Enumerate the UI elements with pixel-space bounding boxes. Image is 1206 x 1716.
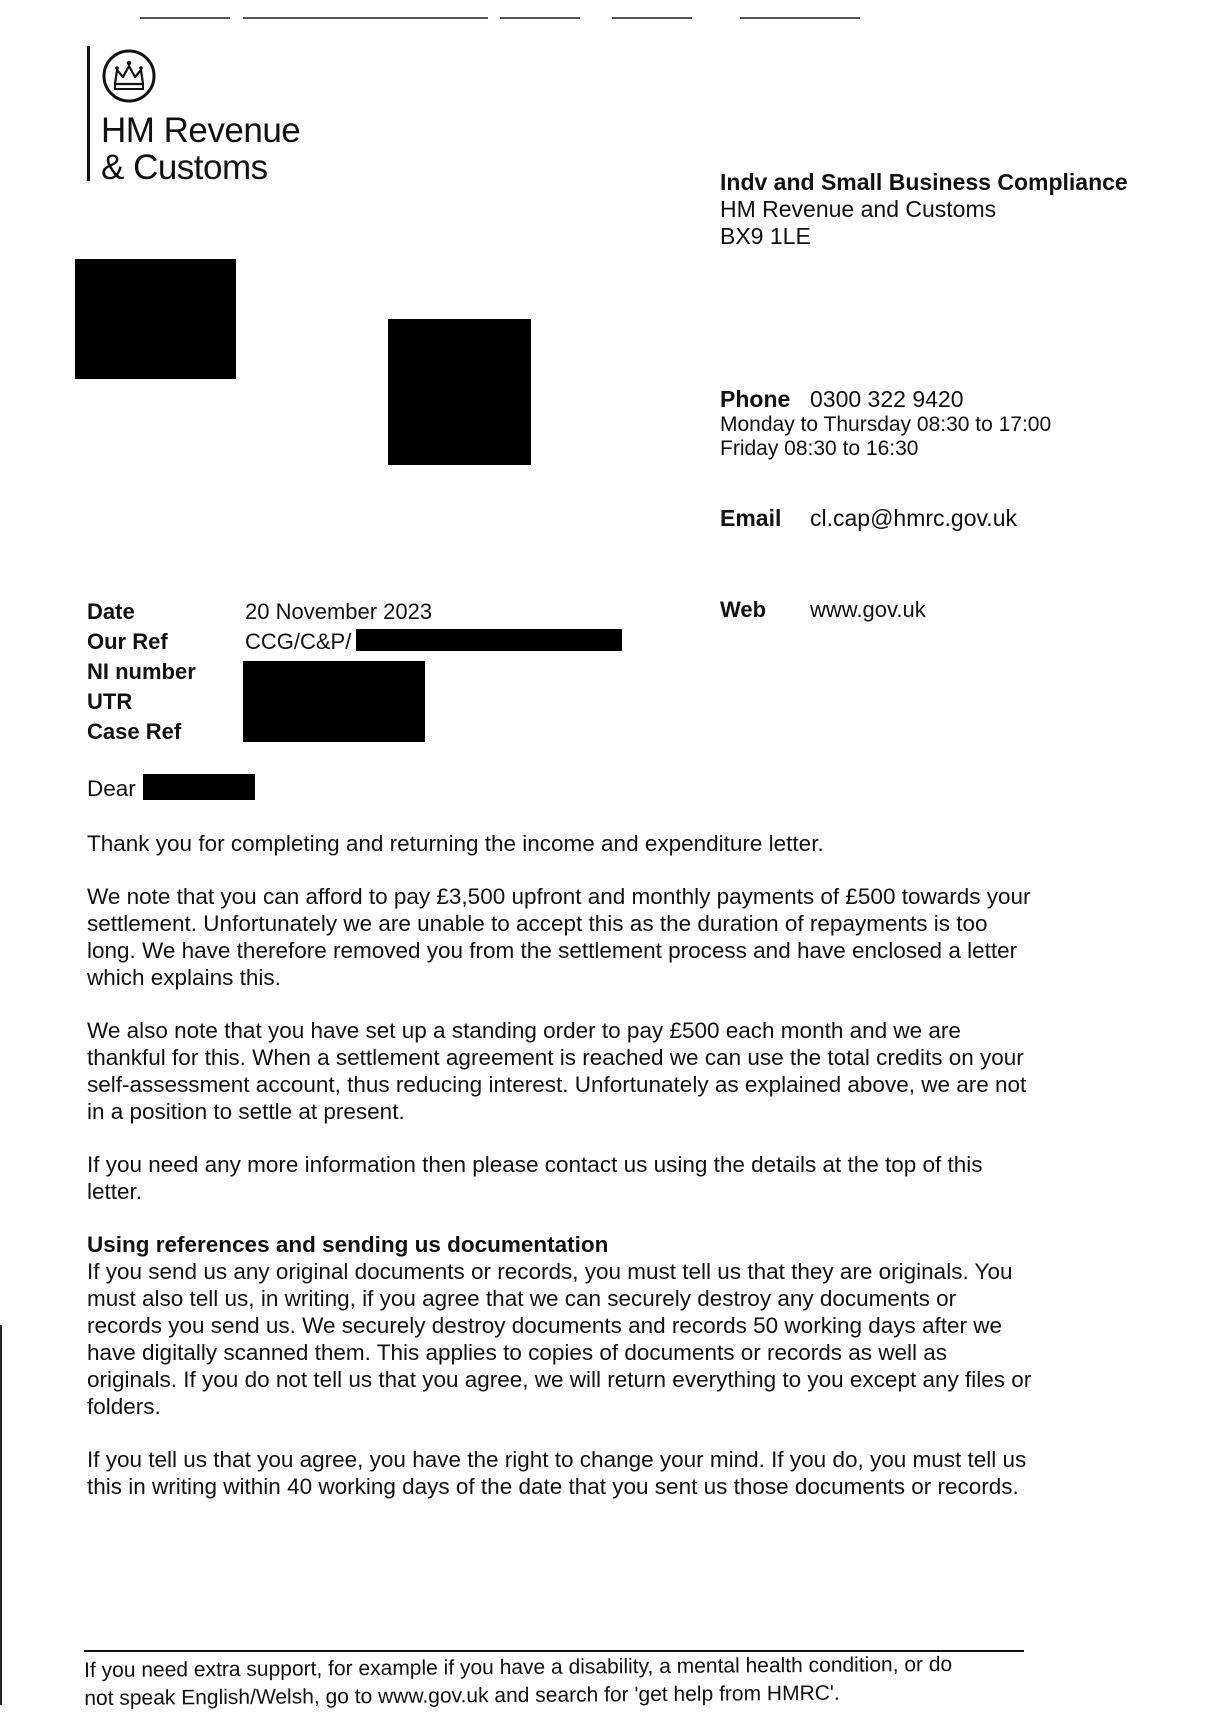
hours-line-2: Friday 08:30 to 16:30: [720, 437, 919, 460]
organisation-name: HM Revenue and Customs: [720, 196, 997, 222]
phone-label: Phone: [720, 386, 791, 412]
letter-body: [87, 830, 1037, 1526]
ni-number-label: NI number: [87, 659, 196, 684]
logo-divider: [87, 46, 90, 181]
salutation-text: Dear: [87, 776, 136, 801]
royal-crown-crest-icon: [101, 48, 157, 104]
section-heading: Using references and sending us documentation: [87, 1232, 609, 1257]
email-address[interactable]: cl.cap@hmrc.gov.uk: [810, 505, 1017, 531]
logo-line-1: HM Revenue: [101, 111, 301, 150]
scan-margin-line: [0, 1325, 2, 1705]
our-ref-value: CCG/C&P/: [245, 629, 352, 654]
opening-hours: [720, 413, 1051, 461]
redacted-ids: [243, 661, 425, 742]
paragraph-1: Thank you for completing and returning the income and expenditure letter.: [87, 831, 824, 856]
postcode: BX9 1LE: [720, 223, 811, 249]
hmrc-logo-text: [101, 112, 300, 186]
scan-artifact-line: [612, 17, 692, 19]
footer-line-1: If you need extra support, for example if you have a disability, a mental health condition, or do: [84, 1652, 953, 1682]
footer-line-2: not speak English/Welsh, go to www.gov.uk and search for 'get help from HMRC'.: [84, 1681, 840, 1710]
case-ref-label: Case Ref: [87, 719, 182, 744]
scan-artifact-line: [140, 17, 230, 19]
date-value: 20 November 2023: [245, 599, 433, 624]
redacted-ref: [356, 629, 622, 651]
redacted-block: [75, 259, 236, 379]
paragraph-2: We note that you can afford to pay £3,500 upfront and monthly payments of £500 towards your settlement. Unfortunately we are unable to accept this as the duration of repayments is too long. We have therefore removed you from the settlement process and have enclosed a letter which explains this.: [87, 884, 1031, 990]
scan-artifact-line: [500, 17, 580, 19]
utr-label: UTR: [87, 689, 133, 714]
logo-line-2: & Customs: [101, 148, 268, 187]
our-ref-label: Our Ref: [87, 629, 168, 654]
hours-line-1: Monday to Thursday 08:30 to 17:00: [720, 413, 1052, 436]
phone-number[interactable]: 0300 322 9420: [810, 386, 964, 412]
web-contact: [720, 597, 926, 623]
paragraph-3: We also note that you have set up a standing order to pay £500 each month and we are thankful for this. When a settlement agreement is reached we can use the total credits on your self-assessment account, thus reducing interest. Unfortunately as explained above, we are not in a position to settle at present.: [87, 1018, 1027, 1124]
email-label: Email: [720, 505, 782, 531]
sender-address: [720, 169, 1128, 250]
redacted-block: [388, 319, 531, 465]
phone-contact: [720, 385, 1051, 461]
department-name: Indv and Small Business Compliance: [720, 169, 1128, 195]
email-contact: [720, 505, 1017, 532]
date-row: [87, 597, 432, 627]
paragraph-4: If you need any more information then please contact us using the details at the top of this letter.: [87, 1152, 983, 1204]
footer-support-note: [84, 1650, 1044, 1713]
web-label: Web: [720, 597, 767, 622]
scan-artifact-line: [243, 17, 488, 19]
redacted-name: [143, 774, 255, 800]
date-label: Date: [87, 599, 135, 624]
paragraph-6: If you tell us that you agree, you have the right to change your mind. If you do, you must tell us this in writing within 40 working days of the date that you sent us those documents or records.: [87, 1447, 1027, 1499]
web-address[interactable]: www.gov.uk: [810, 597, 926, 622]
paragraph-5: If you send us any original documents or records, you must tell us that they are originals. You must also tell us, in writing, if you agree that we can securely destroy any documents or records you send us. We securely destroy documents and records 50 working days after we have digitally scanned them. This applies to copies of documents or records as well as originals. If you do not tell us that you agree, we will return everything to you except any files or folders.: [87, 1259, 1032, 1419]
scan-artifact-line: [740, 17, 860, 19]
